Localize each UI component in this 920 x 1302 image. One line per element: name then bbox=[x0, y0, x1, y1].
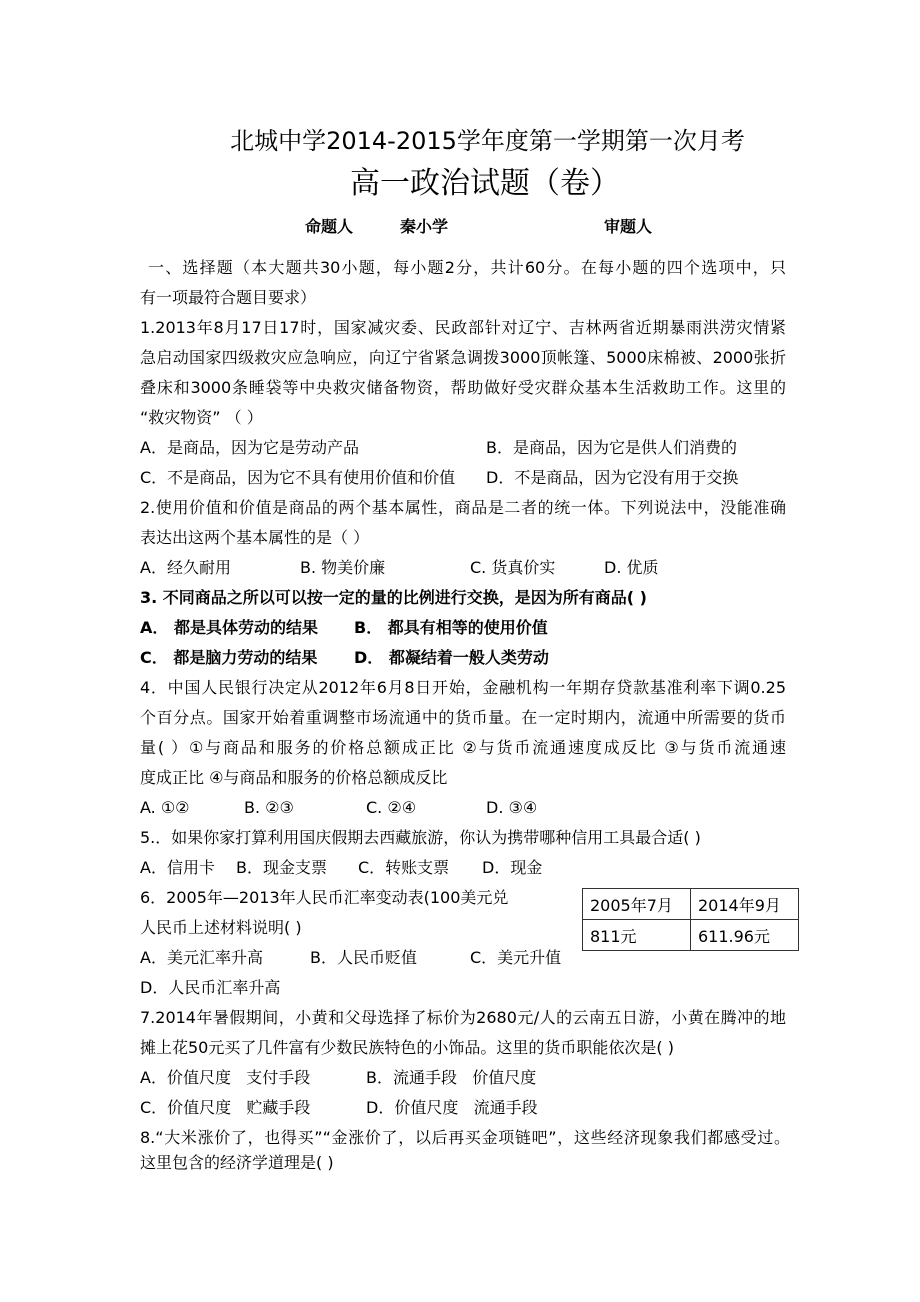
q2-option-c: C. 货真价实 bbox=[470, 558, 556, 577]
q3-option-a: A． 都是具体劳动的结果 bbox=[140, 618, 318, 637]
q2-option-a: A．经久耐用 bbox=[140, 558, 231, 577]
q7-option-d: D．价值尺度 流通手段 bbox=[366, 1098, 538, 1117]
q7-option-b: B．流通手段 价值尺度 bbox=[366, 1068, 537, 1087]
question-6-text: 人民币上述材料说明( ) bbox=[140, 918, 302, 937]
question-4-text: 个百分点。国家开始着重调整市场流通中的货币量。在一定时期内，流通中所需要的货币 bbox=[140, 708, 786, 727]
question-8-text: 这里包含的经济学道理是( ) bbox=[140, 1153, 334, 1172]
q3-option-c: C． 都是脑力劳动的结果 bbox=[140, 648, 318, 667]
question-2-text: 2.使用价值和价值是商品的两个基本属性，商品是二者的统一体。下列说法中，没能准确 bbox=[140, 498, 786, 517]
q2-option-b: B. 物美价廉 bbox=[300, 558, 386, 577]
question-4-text: 量( ）①与商品和服务的价格总额成正比 ②与货币流通速度成反比 ③与货币流通速 bbox=[140, 738, 786, 757]
section-heading-cont: 有一项最符合题目要求） bbox=[140, 288, 317, 307]
reviewer-label: 审题人 bbox=[604, 217, 653, 236]
q7-option-c: C．价值尺度 贮藏手段 bbox=[140, 1098, 311, 1117]
question-5-text: 5.．如果你家打算利用国庆假期去西藏旅游，你认为携带哪种信用工具最合适( ) bbox=[140, 828, 701, 847]
q1-option-a: A．是商品，因为它是劳动产品 bbox=[140, 438, 359, 457]
q6-option-d: D．人民币汇率升高 bbox=[140, 978, 281, 997]
q6-option-a: A．美元汇率升高 bbox=[140, 948, 263, 967]
q3-option-d: D． 都凝结着一般人类劳动 bbox=[354, 648, 549, 667]
q4-option-c: C. ②④ bbox=[366, 798, 417, 817]
q6-option-b: B．人民币贬值 bbox=[310, 948, 417, 967]
table-cell: 611.96元 bbox=[691, 920, 799, 951]
question-6-text: 6．2005年—2013年人民币汇率变动表(100美元兑 bbox=[140, 888, 509, 907]
question-7-text: 摊上花50元买了几件富有少数民族特色的小饰品。这里的货币职能依次是( ) bbox=[140, 1038, 674, 1057]
q1-option-c: C．不是商品，因为它不具有使用价值和价值 bbox=[140, 468, 456, 487]
author-name: 秦小学 bbox=[400, 217, 449, 236]
q4-option-a: A. ①② bbox=[140, 798, 190, 817]
question-7-text: 7.2014年暑假期间，小黄和父母选择了标价为2680元/人的云南五日游，小黄在腾冲的地 bbox=[140, 1008, 786, 1027]
question-1-text: “救灾物资” （ ） bbox=[140, 408, 263, 427]
question-3-text: 3. 不同商品之所以可以按一定的量的比例进行交换，是因为所有商品( ) bbox=[140, 588, 647, 607]
question-4-text: 4．中国人民银行决定从2012年6月8日开始，金融机构一年期存贷款基准利率下调0.25 bbox=[140, 678, 786, 697]
table-header-cell: 2014年9月 bbox=[691, 889, 799, 920]
q3-option-b: B． 都具有相等的使用价值 bbox=[354, 618, 548, 637]
section-heading: 一、选择题（本大题共30小题，每小题2分，共计60分。在每小题的四个选项中，只 bbox=[148, 258, 786, 277]
q7-option-a: A．价值尺度 支付手段 bbox=[140, 1068, 311, 1087]
question-1-text: 叠床和3000条睡袋等中央救灾储备物资，帮助做好受灾群众基本生活救助工作。这里的 bbox=[140, 378, 786, 397]
q4-option-d: D. ③④ bbox=[486, 798, 538, 817]
question-1-text: 急启动国家四级救灾应急响应，向辽宁省紧急调拨3000顶帐篷、5000床棉被、2000张折 bbox=[140, 348, 786, 367]
q1-option-b: B．是商品，因为它是供人们消费的 bbox=[486, 438, 737, 457]
q2-option-d: D. 优质 bbox=[604, 558, 659, 577]
table-header-cell: 2005年7月 bbox=[583, 889, 691, 920]
q4-option-b: B. ②③ bbox=[244, 798, 294, 817]
q6-option-c: C．美元升值 bbox=[470, 948, 562, 967]
q5-option-d: D．现金 bbox=[482, 858, 543, 877]
question-8-text: 8.“大米涨价了，也得买”“金涨价了，以后再买金项链吧”，这些经济现象我们都感受过。 bbox=[140, 1128, 790, 1147]
exam-title: 北城中学2014-2015学年度第一学期第一次月考 bbox=[230, 127, 745, 155]
table-row bbox=[583, 889, 799, 920]
q5-option-a: A．信用卡 bbox=[140, 858, 215, 877]
author-label: 命题人 bbox=[305, 217, 354, 236]
question-1-text: 1.2013年8月17日17时，国家减灾委、民政部针对辽宁、吉林两省近期暴雨洪涝灾情紧 bbox=[140, 318, 786, 337]
exchange-rate-table bbox=[582, 888, 799, 951]
question-4-text: 度成正比 ④与商品和服务的价格总额成反比 bbox=[140, 768, 448, 787]
question-2-text: 表达出这两个基本属性的是（ ） bbox=[140, 528, 370, 547]
table-cell: 811元 bbox=[583, 920, 691, 951]
table-row bbox=[583, 920, 799, 951]
q1-option-d: D．不是商品，因为它没有用于交换 bbox=[486, 468, 739, 487]
q5-option-c: C．转账支票 bbox=[358, 858, 450, 877]
exam-subtitle: 高一政治试题（卷） bbox=[350, 166, 620, 201]
q5-option-b: B．现金支票 bbox=[236, 858, 327, 877]
